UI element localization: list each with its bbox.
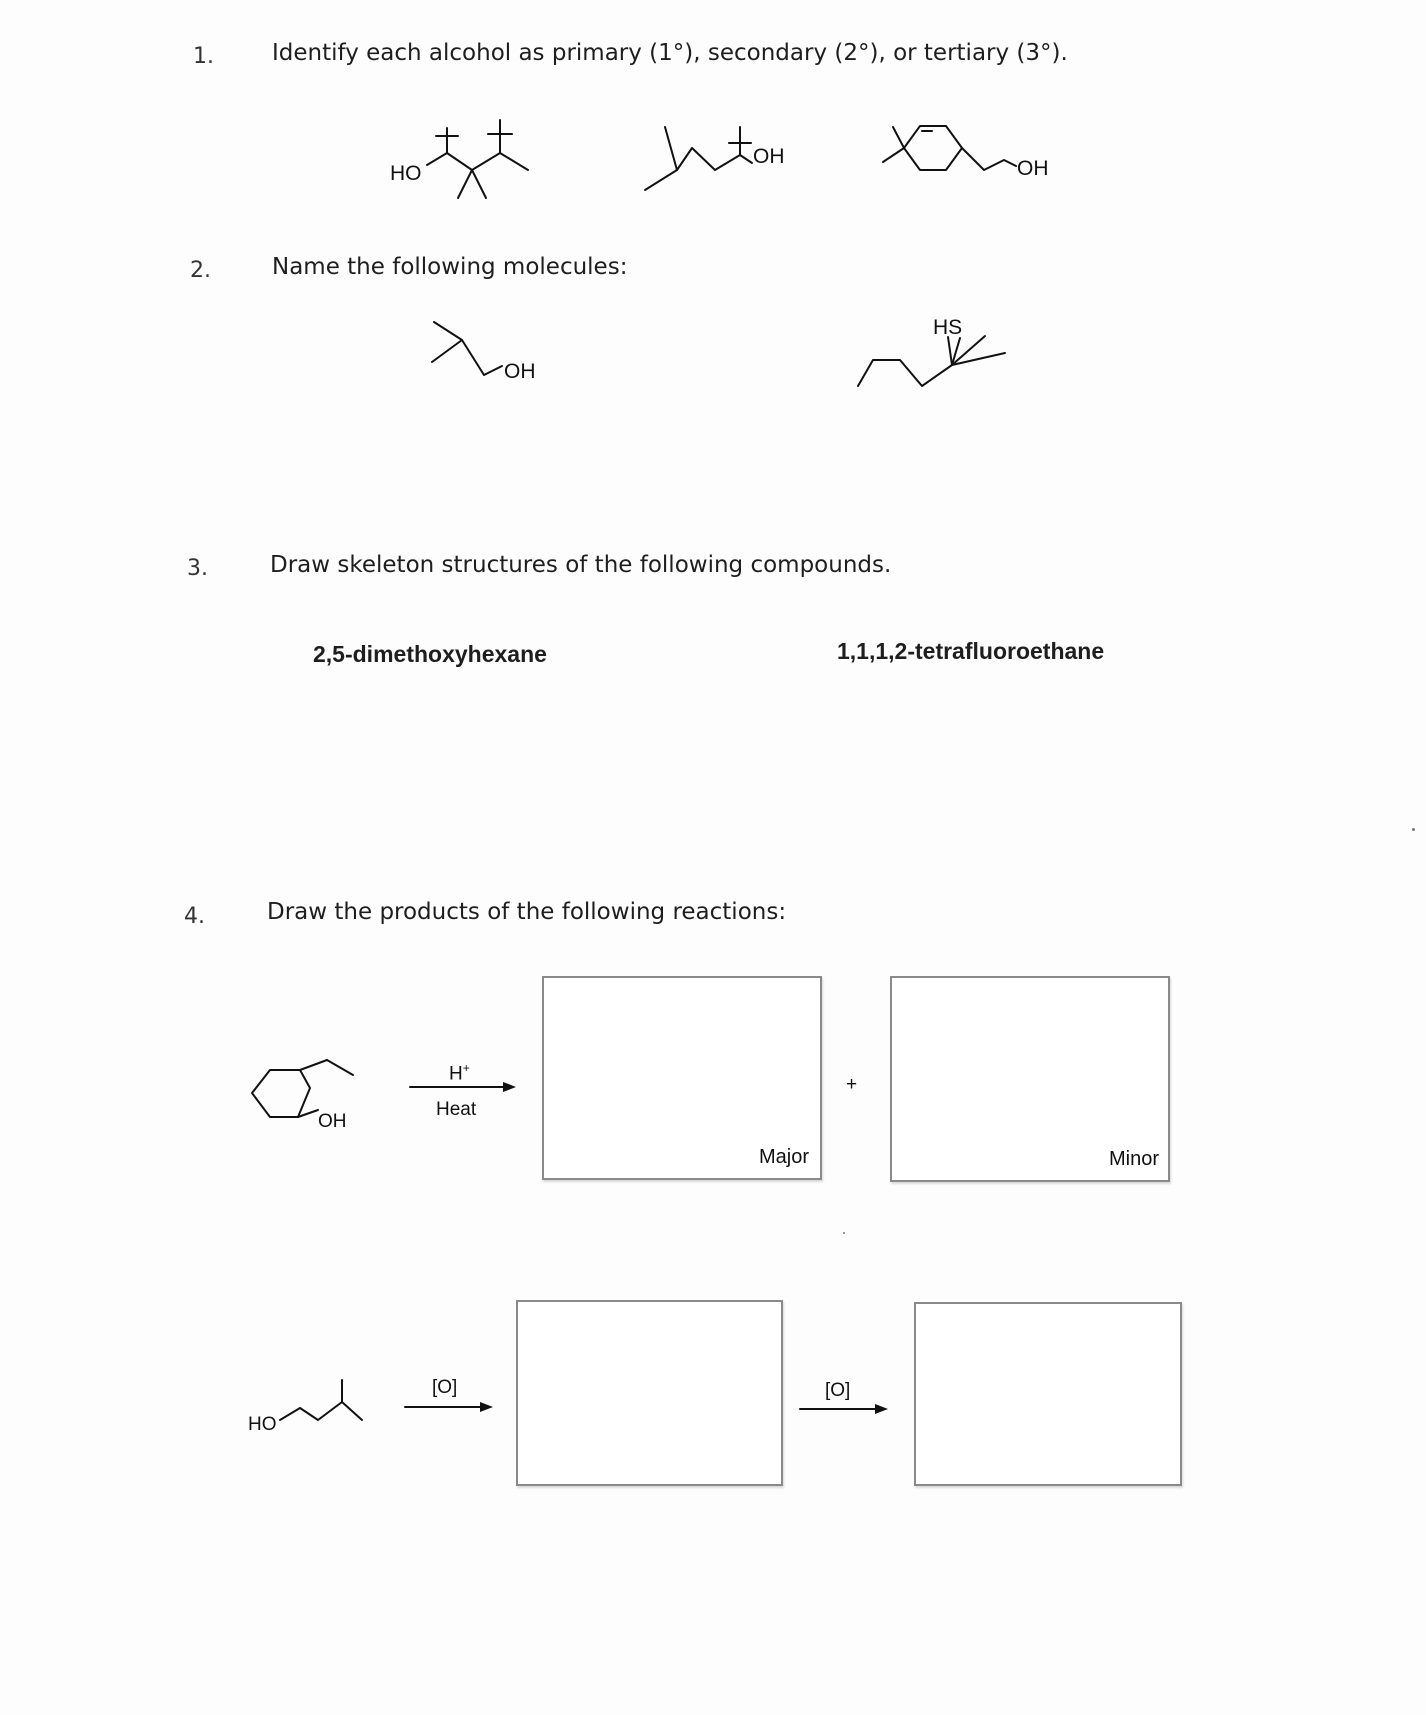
scan-speck [1412,828,1415,831]
q2-mol-b-label: HS [933,316,963,339]
question-4-prompt: Draw the products of the following reactions: [267,899,787,925]
q1-mol-b-label: OH [753,145,785,168]
q2-mol-a-label: OH [504,360,536,383]
rxn2-reagent-1: [O] [432,1377,458,1398]
scan-speck [843,1232,845,1234]
rxn1-reactant-label: OH [318,1111,347,1132]
rxn1-reagent-bottom: Heat [436,1099,477,1120]
q1-mol-a-label: HO [390,162,422,185]
question-2-number: 2. [190,258,211,283]
q1-mol-c-label: OH [1017,157,1049,180]
question-4-number: 4. [184,904,205,929]
question-3-prompt: Draw skeleton structures of the following compounds. [270,552,892,578]
rxn2-final-product-box[interactable] [914,1302,1182,1486]
rxn1-plus-sign: + [846,1074,858,1095]
q3-compound-b: 1,1,1,2-tetrafluoroethane [837,638,1105,664]
rxn1-minor-label: Minor [1109,1148,1160,1170]
rxn2-reagent-2: [O] [825,1380,851,1401]
question-1-prompt: Identify each alcohol as primary (1°), secondary (2°), or tertiary (3°). [272,40,1068,66]
rxn1-reagent-top: H+ [449,1061,470,1085]
question-3-number: 3. [187,556,208,581]
rxn1-major-label: Major [759,1146,810,1168]
q3-compound-a: 2,5-dimethoxyhexane [313,641,547,667]
question-1-number: 1. [193,44,214,69]
question-2-prompt: Name the following molecules: [272,254,628,280]
rxn2-reactant-label: HO [248,1414,277,1435]
